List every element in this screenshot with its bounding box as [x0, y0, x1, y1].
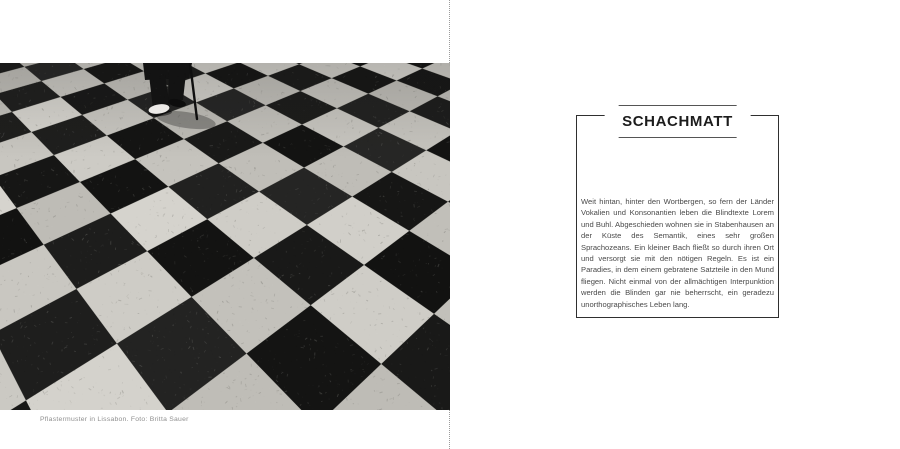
pavement-photo — [0, 63, 450, 410]
photo-caption: Pflastermuster in Lissabon. Foto: Britta Sauer — [40, 416, 189, 423]
chapter-title-rules — [618, 105, 737, 138]
chapter-text-box — [576, 115, 779, 318]
chapter-title-block — [604, 105, 751, 138]
pavement-photo-canvas — [0, 63, 450, 410]
chapter-body-text: Weit hintan, hinter den Wortbergen, so fern der Länder Vokalien und Konsonantien leben die Blindtexte Lorem und Buhl. Abgeschieden wohnen sie in Stabenhausen an der Küste des Semantik, eines sehr großen Sprachozeans. Ein kleiner Bach fließt so durch ihren Ort und versorgt sie mit den nötigen Regeln. Es ist ein Paradies, in dem einem gebratene Satzteile in den Mund fliegen. Nicht einmal von der allmächtigen Interpunktion werden die Blinden gar nie beherrscht, ein geradezu unorthographisches Leben lang. — [581, 197, 774, 309]
chapter-title: SCHACHMATT — [622, 113, 733, 130]
